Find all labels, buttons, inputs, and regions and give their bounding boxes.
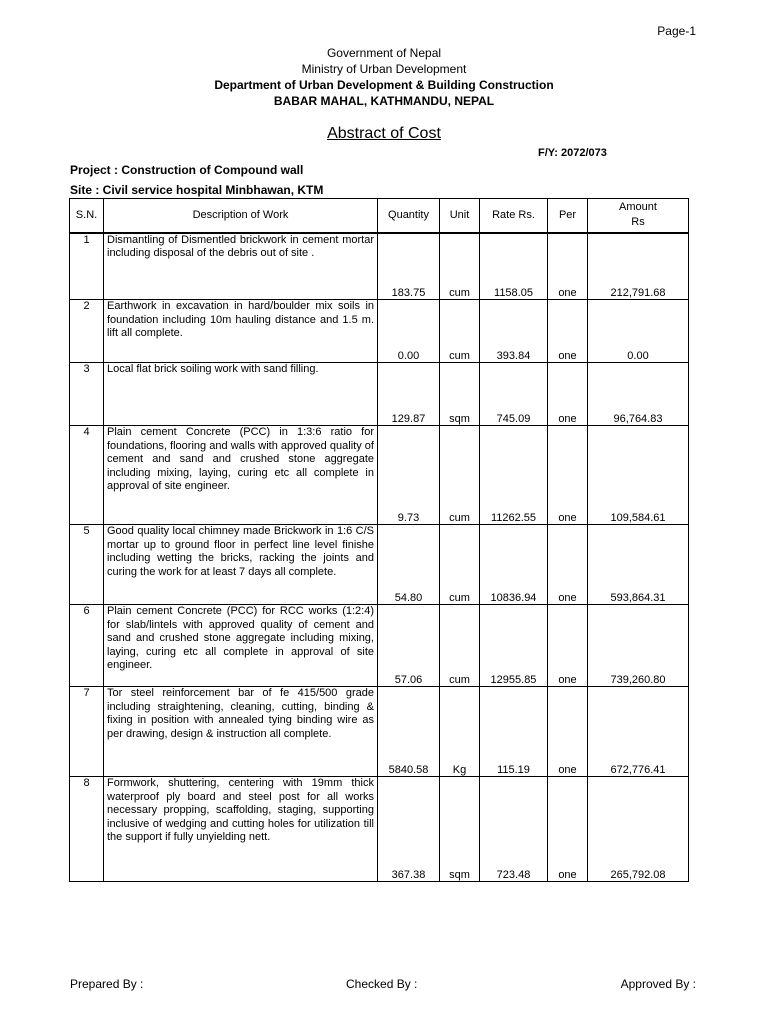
cell-per: one <box>548 525 588 605</box>
cell-unit: sqm <box>440 777 480 882</box>
col-header-unit: Unit <box>440 199 480 233</box>
cell-rate: 745.09 <box>480 363 548 426</box>
fiscal-year: F/Y: 2072/073 <box>538 147 607 159</box>
approved-by-label: Approved By : <box>620 977 696 991</box>
document-title: Abstract of Cost <box>327 125 441 142</box>
cell-unit: Kg <box>440 687 480 777</box>
table-row <box>70 300 689 363</box>
table-header-row <box>70 199 689 233</box>
cell-amount: 96,764.83 <box>588 363 689 426</box>
cell-rate: 10836.94 <box>480 525 548 605</box>
table-row <box>70 363 689 426</box>
cell-description: Local flat brick soiling work with sand filling. <box>104 363 378 426</box>
table-row <box>70 525 689 605</box>
table-row <box>70 233 689 300</box>
cell-description: Plain cement Concrete (PCC) in 1:3:6 ratio for foundations, flooring and walls with approved quality of cement and sand and crushed stone aggregate including mixing, laying, curing etc all complete in approval of site engineer. <box>104 426 378 525</box>
header-government: Government of Nepal <box>326 46 442 60</box>
cell-quantity: 367.38 <box>378 777 440 882</box>
cell-rate: 723.48 <box>480 777 548 882</box>
cell-sn: 3 <box>70 363 104 426</box>
site-line: Site : Civil service hospital Minbhawan, KTM <box>70 183 324 197</box>
cell-per: one <box>548 777 588 882</box>
table-row <box>70 605 689 687</box>
cell-per: one <box>548 363 588 426</box>
cell-per: one <box>548 300 588 363</box>
cell-sn: 6 <box>70 605 104 687</box>
cell-quantity: 57.06 <box>378 605 440 687</box>
cell-amount: 672,776.41 <box>588 687 689 777</box>
table-row <box>70 426 689 525</box>
cell-quantity: 5840.58 <box>378 687 440 777</box>
cell-unit: sqm <box>440 363 480 426</box>
cell-amount: 265,792.08 <box>588 777 689 882</box>
cell-amount: 109,584.61 <box>588 426 689 525</box>
cell-per: one <box>548 687 588 777</box>
table-row <box>70 687 689 777</box>
col-header-description: Description of Work <box>104 199 378 233</box>
cell-sn: 7 <box>70 687 104 777</box>
cell-rate: 1158.05 <box>480 233 548 300</box>
checked-by-label: Checked By : <box>346 977 418 991</box>
cell-quantity: 129.87 <box>378 363 440 426</box>
col-header-quantity: Quantity <box>378 199 440 233</box>
cell-amount: 212,791.68 <box>588 233 689 300</box>
cell-per: one <box>548 426 588 525</box>
header-department: Department of Urban Development & Building Construction <box>214 78 554 92</box>
col-header-per: Per <box>548 199 588 233</box>
cell-unit: cum <box>440 300 480 363</box>
header-address: BABAR MAHAL, KATHMANDU, NEPAL <box>273 94 495 108</box>
cell-description: Earthwork in excavation in hard/boulder mix soils in foundation including 10m hauling distance and 1.5 m. lift all complete. <box>104 300 378 363</box>
cell-per: one <box>548 233 588 300</box>
cell-unit: cum <box>440 525 480 605</box>
cell-rate: 11262.55 <box>480 426 548 525</box>
cell-description: Dismantling of Dismentled brickwork in cement mortar including disposal of the debris out of site . <box>104 233 378 300</box>
cell-sn: 1 <box>70 233 104 300</box>
cell-sn: 8 <box>70 777 104 882</box>
cell-rate: 393.84 <box>480 300 548 363</box>
prepared-by-label: Prepared By : <box>70 977 144 991</box>
cell-description: Good quality local chimney made Brickwork in 1:6 C/S mortar up to ground floor in perfect line level finishe including wetting the bricks, racking the joints and curing the work for at least 7 days all complete. <box>104 525 378 605</box>
cell-quantity: 0.00 <box>378 300 440 363</box>
cell-amount: 739,260.80 <box>588 605 689 687</box>
cell-description: Formwork, shuttering, centering with 19mm thick waterproof ply board and steel post for all works necessary propping, scaffolding, staging, supporting inclusive of wedging and cutting holes for utilization till the support if fully unyielding nett. <box>104 777 378 882</box>
cell-description: Tor steel reinforcement bar of fe 415/500 grade including straightening, cleaning, cutting, binding & fixing in position with annealed tying binding wire as per drawing, design & instruction all complete. <box>104 687 378 777</box>
col-header-amount: Amount Rs <box>588 199 689 233</box>
cell-amount: 0.00 <box>588 300 689 363</box>
col-header-sn: S.N. <box>70 199 104 233</box>
cell-sn: 4 <box>70 426 104 525</box>
cell-unit: cum <box>440 605 480 687</box>
cell-quantity: 183.75 <box>378 233 440 300</box>
page-number: Page-1 <box>657 24 696 38</box>
col-header-rate: Rate Rs. <box>480 199 548 233</box>
cell-rate: 115.19 <box>480 687 548 777</box>
table-row <box>70 777 689 882</box>
cost-table <box>69 198 689 882</box>
cell-per: one <box>548 605 588 687</box>
cell-sn: 2 <box>70 300 104 363</box>
cell-unit: cum <box>440 233 480 300</box>
cell-sn: 5 <box>70 525 104 605</box>
project-line: Project : Construction of Compound wall <box>70 163 304 177</box>
header-ministry: Ministry of Urban Development <box>301 62 467 76</box>
cell-unit: cum <box>440 426 480 525</box>
cell-quantity: 9.73 <box>378 426 440 525</box>
cell-description: Plain cement Concrete (PCC) for RCC works (1:2:4) for slab/lintels with approved quality of cement and sand and crushed stone aggregate including mixing, laying, curing etc all complete in approval of site engineer. <box>104 605 378 687</box>
cell-quantity: 54.80 <box>378 525 440 605</box>
cell-amount: 593,864.31 <box>588 525 689 605</box>
cell-rate: 12955.85 <box>480 605 548 687</box>
